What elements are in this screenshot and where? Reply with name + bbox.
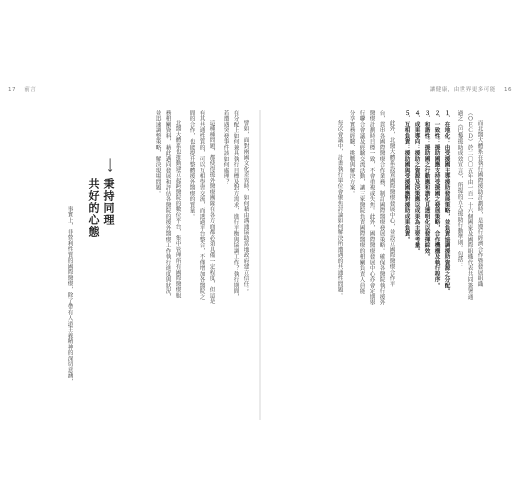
text-column: 北醫大體系也推動建立起跨醫院的數位平台，集中管理所有國際醫療服 xyxy=(174,120,181,299)
text-column: 有其共通性質的，可以互相學習交流，而透過平台整合，不僅增加各醫院之 xyxy=(198,110,205,300)
left-folio xyxy=(8,85,36,93)
text-column: 譬如，面對兩國文化差異時，如何藉由溝通協助當地政府建立信任； xyxy=(242,120,249,293)
left-page-number: 17 xyxy=(8,87,16,93)
text-column: 每次會議中，計畫執行單位會聚焦討論如何解決所遭遇的共通性問題。 xyxy=(336,120,343,299)
text-column: 間的合作，也能提升整體援外醫療的質量。 xyxy=(188,110,195,220)
text-column: 醫療計劃時目標一致，不會重複或失焦。此外，國際醫療發展中心亦會定期舉 xyxy=(368,110,375,306)
text-column: （ＯＥＣＤ）於二〇〇五年由一百一十六個國家及國際組織代表共同簽署通 xyxy=(466,110,473,300)
text-column: 行聯合會議及經驗交流活動，讓三家醫院負責國際醫療的相關負責人員能 xyxy=(358,110,365,294)
principle-item: ２．一致性：援助國應支持受援國之發展策略，合作機構及執行程序。 xyxy=(433,110,440,289)
section-heading-line: 秉持同理 xyxy=(102,178,115,226)
page-gutter xyxy=(259,110,261,420)
text-column: 若遭遇突發事件該如何處理？ xyxy=(222,110,229,185)
text-column: 過之《巴黎援助成效宣言》，所提的五大援助行動準則。包括： xyxy=(456,110,463,269)
right-folio xyxy=(430,85,512,93)
left-running-title: 前言 xyxy=(24,87,37,93)
text-column: 在分配上如何兼具執行目標及對方需求，進行平衡與協調工作？執行期間， xyxy=(232,110,239,300)
text-column: 務相關資料，藉此邁向發展和評估各醫院的援外醫療工作執行進度與狀況， xyxy=(164,110,171,300)
principle-item: １．在地化：由受援國主導援助發展策略，並負責協調援助資源之分配。 xyxy=(443,110,450,294)
principle-item: ４．成果導向：援助之資源及決策應以成果為主要考量。 xyxy=(413,110,420,254)
principle-item: ５．互相負責：援助國與受援國應對援助成果負責。 xyxy=(403,110,410,243)
section-heading-line: 共好的心態 xyxy=(87,178,100,238)
text-column: 並迅速調整策略，解決現場問題。 xyxy=(154,110,161,197)
text-column: 此外，北醫大體系設置國際醫療發展中心，並設立國際醫療合作平 xyxy=(388,120,395,287)
principle-item: ３．和諧性：援助國之行動應和諧化且透明化以發揮綜效。 xyxy=(423,110,430,260)
right-running-title: 讓健康，由世界更多可能 xyxy=(429,87,496,93)
arrow-down-icon: ⟶ xyxy=(104,157,116,173)
intro-text-column: 事實上，非營利性質的國際醫療，除了帶有人道主義精神的深切意涵， xyxy=(66,206,73,385)
text-column: 台，貫串各國際醫療合作業務，制訂國際醫療發展策略。確保各醫院執行援外 xyxy=(378,110,385,306)
text-column: 而北醫大體系在執行國際援助計劃時，是遵行經濟合作暨發展組織 xyxy=(476,120,483,287)
text-column: 分享實務經驗、挑戰與解決方案。 xyxy=(348,110,355,197)
text-column: 這種種問題，都使得援外醫療團隊在各方面都必須具備一定程度，但這是 xyxy=(208,120,215,304)
right-page-number: 16 xyxy=(504,87,512,93)
